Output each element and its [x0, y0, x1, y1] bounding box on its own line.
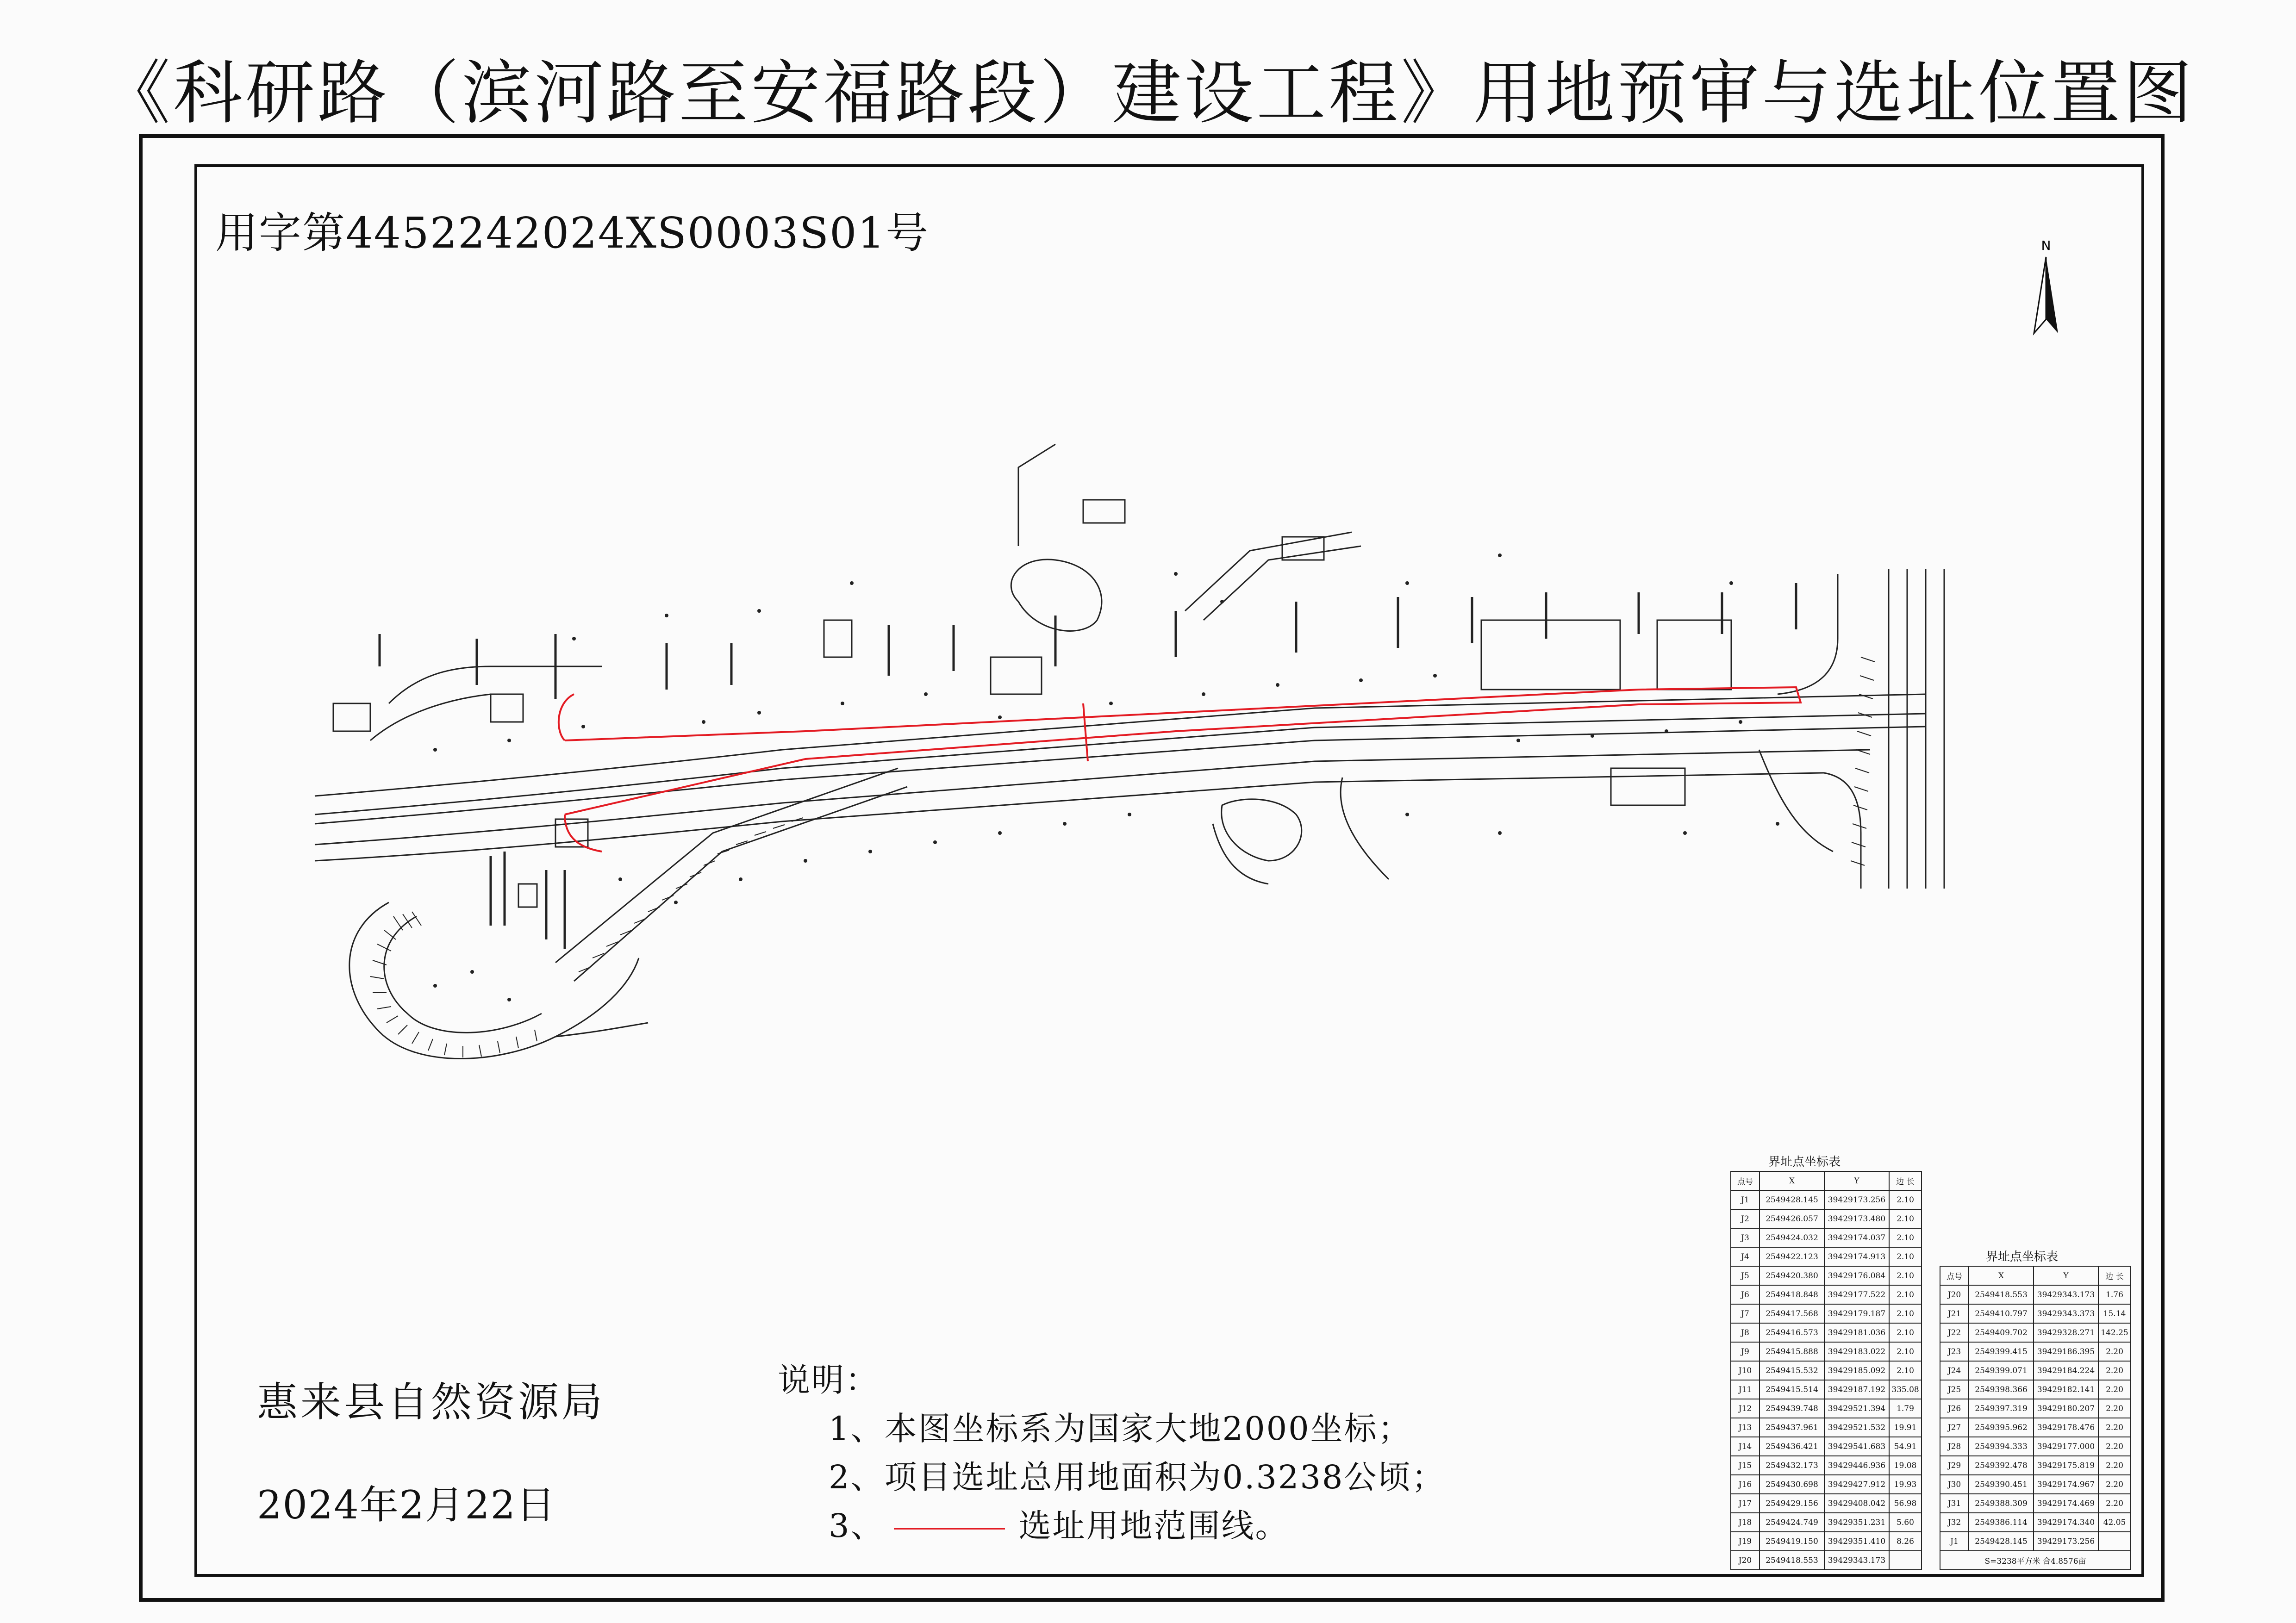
table-row — [1940, 1494, 2131, 1513]
column-header: 点号 — [1940, 1266, 1969, 1285]
table-cell: J13 — [1731, 1418, 1759, 1437]
table-cell: 39429182.141 — [2034, 1380, 2098, 1399]
table-cell: 39429187.192 — [1824, 1380, 1889, 1399]
column-header: 点号 — [1731, 1171, 1759, 1190]
table-cell: J20 — [1731, 1551, 1759, 1570]
table-row — [1731, 1266, 1922, 1285]
table-row — [1731, 1342, 1922, 1361]
table-cell: 2549420.380 — [1759, 1266, 1824, 1285]
table1-caption: 界址点坐标表 — [1768, 1155, 1841, 1169]
table-cell: 2.10 — [1889, 1323, 1922, 1342]
table-cell: 5.60 — [1889, 1513, 1922, 1532]
table-cell: 39429173.256 — [2034, 1532, 2098, 1551]
table-row — [1731, 1418, 1922, 1437]
table-row — [1731, 1494, 1922, 1513]
table-cell: 2549399.071 — [1969, 1361, 2034, 1380]
table-cell: J12 — [1731, 1399, 1759, 1418]
table-cell: 2.10 — [1889, 1361, 1922, 1380]
table-cell: 2549419.150 — [1759, 1532, 1824, 1551]
table-cell: 2.20 — [2098, 1494, 2131, 1513]
table-cell: J23 — [1940, 1342, 1969, 1361]
table-cell: J21 — [1940, 1304, 1969, 1323]
table-cell: 39429343.373 — [2034, 1304, 2098, 1323]
table-cell: J10 — [1731, 1361, 1759, 1380]
table-cell: J32 — [1940, 1513, 1969, 1532]
table-cell: 2549424.032 — [1759, 1228, 1824, 1247]
table-row — [1731, 1209, 1922, 1228]
table-cell: 2.10 — [1889, 1247, 1922, 1266]
table-row — [1731, 1285, 1922, 1304]
table-cell: 39429177.522 — [1824, 1285, 1889, 1304]
boundary-legend-line — [894, 1528, 1005, 1530]
table-cell: 39429173.480 — [1824, 1209, 1889, 1228]
table-cell: 2.10 — [1889, 1285, 1922, 1304]
table-cell: 2.20 — [2098, 1475, 2131, 1494]
table-cell: J26 — [1940, 1399, 1969, 1418]
table-cell: 2549415.888 — [1759, 1342, 1824, 1361]
table-cell: J7 — [1731, 1304, 1759, 1323]
table-cell: 19.91 — [1889, 1418, 1922, 1437]
table-cell: 54.91 — [1889, 1437, 1922, 1456]
note-2: 2、项目选址总用地面积为0.3238公顷； — [829, 1458, 1446, 1496]
column-header: X — [1759, 1171, 1824, 1190]
table-cell: J29 — [1940, 1456, 1969, 1475]
table-cell: J18 — [1731, 1513, 1759, 1532]
table-cell: J31 — [1940, 1494, 1969, 1513]
table-cell: J25 — [1940, 1380, 1969, 1399]
column-header: 边 长 — [1889, 1171, 1922, 1190]
table-cell: 2.10 — [1889, 1266, 1922, 1285]
table-cell: 2549410.797 — [1969, 1304, 2034, 1323]
table-cell: J9 — [1731, 1342, 1759, 1361]
table-cell: 39429174.037 — [1824, 1228, 1889, 1247]
column-header: Y — [1824, 1171, 1889, 1190]
table-cell: J20 — [1940, 1285, 1969, 1304]
table-row — [1731, 1323, 1922, 1342]
table-cell: 39429343.173 — [2034, 1285, 2098, 1304]
table-cell: 142.25 — [2098, 1323, 2131, 1342]
table-cell: 39429521.532 — [1824, 1418, 1889, 1437]
table-cell: 39429174.469 — [2034, 1494, 2098, 1513]
table-cell: J8 — [1731, 1323, 1759, 1342]
table-cell: 2549418.553 — [1969, 1285, 2034, 1304]
table-cell: J6 — [1731, 1285, 1759, 1304]
table-row — [1940, 1456, 2131, 1475]
table-cell: 2549428.145 — [1969, 1532, 2034, 1551]
table-cell: 2.20 — [2098, 1456, 2131, 1475]
table-cell: 2549426.057 — [1759, 1209, 1824, 1228]
table-row — [1940, 1380, 2131, 1399]
table-cell: 39429178.476 — [2034, 1418, 2098, 1437]
table-cell: 2549388.309 — [1969, 1494, 2034, 1513]
table-cell: 2.10 — [1889, 1304, 1922, 1323]
north-label: N — [2041, 238, 2051, 253]
issue-date: 2024年2月22日 — [257, 1482, 556, 1528]
column-header: Y — [2034, 1266, 2098, 1285]
table-row — [1731, 1475, 1922, 1494]
table-cell — [2098, 1532, 2131, 1551]
table-cell: 39429184.224 — [2034, 1361, 2098, 1380]
table-cell: 39429351.231 — [1824, 1513, 1889, 1532]
table-row — [1731, 1532, 1922, 1551]
note-1: 1、本图坐标系为国家大地2000坐标； — [829, 1410, 1412, 1448]
table-cell: 39429173.256 — [1824, 1190, 1889, 1209]
table-row — [1940, 1361, 2131, 1380]
table2-area-footer: S=3238平方米 合4.8576亩 — [1940, 1551, 2131, 1570]
table-cell: 8.26 — [1889, 1532, 1922, 1551]
table-cell: 42.05 — [2098, 1513, 2131, 1532]
table-row — [1731, 1513, 1922, 1532]
table-cell: 39429343.173 — [1824, 1551, 1889, 1570]
table-cell: 1.79 — [1889, 1399, 1922, 1418]
table-cell: 19.08 — [1889, 1456, 1922, 1475]
table-row — [1731, 1456, 1922, 1475]
table-cell: 39429408.042 — [1824, 1494, 1889, 1513]
map-title: 《科研路（滨河路至安福路段）建设工程》用地预审与选址位置图 — [100, 53, 2195, 134]
table-row — [1731, 1551, 1922, 1570]
table-cell: 39429175.819 — [2034, 1456, 2098, 1475]
table-cell: 39429174.967 — [2034, 1475, 2098, 1494]
table-cell: 39429181.036 — [1824, 1323, 1889, 1342]
table-row — [1940, 1437, 2131, 1456]
table-cell: 2549395.962 — [1969, 1418, 2034, 1437]
table-row — [1731, 1247, 1922, 1266]
table-cell: J4 — [1731, 1247, 1759, 1266]
table-cell: J17 — [1731, 1494, 1759, 1513]
table-row — [1940, 1513, 2131, 1532]
table-cell: 39429176.084 — [1824, 1266, 1889, 1285]
table-cell: J3 — [1731, 1228, 1759, 1247]
table-row — [1940, 1342, 2131, 1361]
table-cell: 39429427.912 — [1824, 1475, 1889, 1494]
table-cell: 2549386.114 — [1969, 1513, 2034, 1532]
table-cell: 2549397.319 — [1969, 1399, 2034, 1418]
note-3-text: 选址用地范围线。 — [1018, 1507, 1289, 1545]
table-row — [1731, 1190, 1922, 1209]
table-cell: 2549394.333 — [1969, 1437, 2034, 1456]
table-cell: 2549417.568 — [1759, 1304, 1824, 1323]
table-row — [1940, 1399, 2131, 1418]
table-cell: 2549392.478 — [1969, 1456, 2034, 1475]
table-cell: 2549424.749 — [1759, 1513, 1824, 1532]
table-cell: J1 — [1731, 1190, 1759, 1209]
table-cell: 39429185.092 — [1824, 1361, 1889, 1380]
document-number: 用字第4452242024XS0003S01号 — [215, 208, 930, 258]
table-cell: J2 — [1731, 1209, 1759, 1228]
table-cell: 39429541.683 — [1824, 1437, 1889, 1456]
table-cell: 2549432.173 — [1759, 1456, 1824, 1475]
table-cell: 2549418.553 — [1759, 1551, 1824, 1570]
table-cell: 2.20 — [2098, 1437, 2131, 1456]
table-cell: J22 — [1940, 1323, 1969, 1342]
table-row — [1731, 1361, 1922, 1380]
table-row — [1940, 1304, 2131, 1323]
table-row — [1940, 1418, 2131, 1437]
table-cell: 2.20 — [2098, 1418, 2131, 1437]
table-row — [1940, 1475, 2131, 1494]
table-row — [1940, 1285, 2131, 1304]
table-row — [1731, 1228, 1922, 1247]
table-cell: 2549430.698 — [1759, 1475, 1824, 1494]
note-3 — [778, 1502, 1445, 1550]
table-cell: 2549415.532 — [1759, 1361, 1824, 1380]
column-header: X — [1969, 1266, 2034, 1285]
table-cell: 2549428.145 — [1759, 1190, 1824, 1209]
table2-caption: 界址点坐标表 — [1986, 1250, 2059, 1264]
coordinate-table-1 — [1730, 1171, 1922, 1570]
table-cell: 2.10 — [1889, 1209, 1922, 1228]
table-row — [1940, 1532, 2131, 1551]
table-cell: 56.98 — [1889, 1494, 1922, 1513]
table-cell: 15.14 — [2098, 1304, 2131, 1323]
table-cell: J1 — [1940, 1532, 1969, 1551]
coordinate-table-2 — [1940, 1266, 2131, 1570]
table-row — [1940, 1323, 2131, 1342]
table-cell: 2.20 — [2098, 1342, 2131, 1361]
table-cell: 2.10 — [1889, 1342, 1922, 1361]
table-row — [1731, 1304, 1922, 1323]
table-cell: J27 — [1940, 1418, 1969, 1437]
table-cell: 2549399.415 — [1969, 1342, 2034, 1361]
table-cell: 2549398.366 — [1969, 1380, 2034, 1399]
table-cell: J19 — [1731, 1532, 1759, 1551]
table-cell: 335.08 — [1889, 1380, 1922, 1399]
table-cell: J15 — [1731, 1456, 1759, 1475]
table-cell: 39429174.913 — [1824, 1247, 1889, 1266]
table-cell: 39429174.340 — [2034, 1513, 2098, 1532]
table-cell: J28 — [1940, 1437, 1969, 1456]
notes-block — [778, 1356, 1445, 1550]
table-cell: 19.93 — [1889, 1475, 1922, 1494]
table-cell: 39429177.000 — [2034, 1437, 2098, 1456]
table-cell — [1889, 1551, 1922, 1570]
table-row — [1731, 1399, 1922, 1418]
table-cell: J30 — [1940, 1475, 1969, 1494]
table-cell: 39429183.022 — [1824, 1342, 1889, 1361]
note-3-number: 3、 — [829, 1507, 885, 1545]
table-cell: 2.20 — [2098, 1380, 2131, 1399]
table-cell: 2549418.848 — [1759, 1285, 1824, 1304]
table-cell: 2549416.573 — [1759, 1323, 1824, 1342]
table-cell: 39429328.271 — [2034, 1323, 2098, 1342]
table-row — [1731, 1380, 1922, 1399]
table-cell: 39429179.187 — [1824, 1304, 1889, 1323]
table-cell: 2.10 — [1889, 1190, 1922, 1209]
north-arrow — [2028, 236, 2065, 344]
table-cell: J5 — [1731, 1266, 1759, 1285]
table-cell: 2549422.123 — [1759, 1247, 1824, 1266]
table-cell: 2.20 — [2098, 1399, 2131, 1418]
table-cell: 39429521.394 — [1824, 1399, 1889, 1418]
table-cell: 2549409.702 — [1969, 1323, 2034, 1342]
table-cell: J14 — [1731, 1437, 1759, 1456]
table-cell: J11 — [1731, 1380, 1759, 1399]
notes-heading: 说明： — [778, 1361, 879, 1399]
table-cell: 39429186.395 — [2034, 1342, 2098, 1361]
table-cell: 2549436.421 — [1759, 1437, 1824, 1456]
column-header: 边 长 — [2098, 1266, 2131, 1285]
table-cell: 2.10 — [1889, 1228, 1922, 1247]
table-cell: J24 — [1940, 1361, 1969, 1380]
table-cell: 2.20 — [2098, 1361, 2131, 1380]
table-cell: J16 — [1731, 1475, 1759, 1494]
table-row — [1731, 1437, 1922, 1456]
site-map — [296, 417, 2018, 1203]
table-cell: 1.76 — [2098, 1285, 2131, 1304]
table-cell: 2549439.748 — [1759, 1399, 1824, 1418]
table-cell: 2549429.156 — [1759, 1494, 1824, 1513]
table-cell: 39429351.410 — [1824, 1532, 1889, 1551]
issuing-authority: 惠来县自然资源局 — [257, 1378, 605, 1426]
table-cell: 2549437.961 — [1759, 1418, 1824, 1437]
table-cell: 39429446.936 — [1824, 1456, 1889, 1475]
table-cell: 39429180.207 — [2034, 1399, 2098, 1418]
table-cell: 2549415.514 — [1759, 1380, 1824, 1399]
table-cell: 2549390.451 — [1969, 1475, 2034, 1494]
